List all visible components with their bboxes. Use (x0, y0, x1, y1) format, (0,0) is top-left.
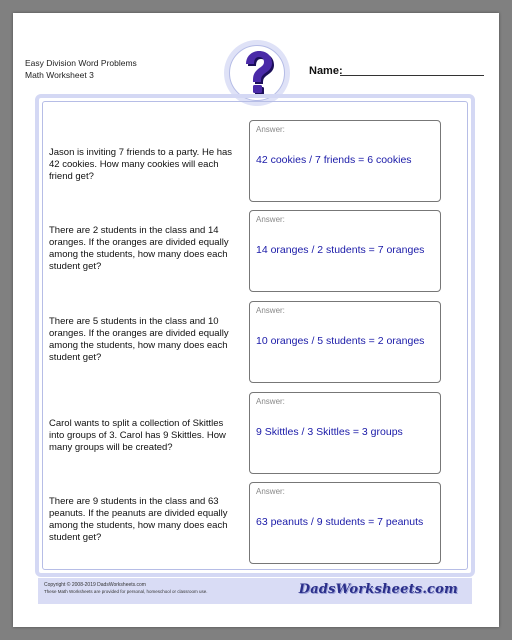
worksheet-title-line1: Easy Division Word Problems (25, 58, 137, 68)
question-3: There are 5 students in the class and 10 oranges. If the oranges are divided equally among the students, how many does each student get? (49, 316, 229, 363)
worksheet-title-line2: Math Worksheet 3 (25, 70, 94, 80)
question-1: Jason is inviting 7 friends to a party. He has 42 cookies. How many cookies will each friend get? (49, 147, 233, 182)
answer-box-2 (249, 210, 441, 292)
answer-box-1 (249, 120, 441, 202)
name-line[interactable] (340, 75, 484, 76)
footer-band (38, 578, 472, 604)
answer-box-5 (249, 482, 441, 564)
copyright-text: Copyright © 2008-2019 DadsWorksheets.com (44, 582, 146, 588)
answer-box-3 (249, 301, 441, 383)
answer-5: 63 peanuts / 9 students = 7 peanuts (256, 516, 424, 528)
worksheet-title (25, 57, 137, 81)
answer-2: 14 oranges / 2 students = 7 oranges (256, 244, 425, 256)
brand-logo: DadsWorksheets.com (298, 582, 458, 597)
answer-1: 42 cookies / 7 friends = 6 cookies (256, 154, 412, 166)
answer-label: Answer: (256, 125, 285, 134)
answer-label: Answer: (256, 306, 285, 315)
answer-label: Answer: (256, 397, 285, 406)
question-5: There are 9 students in the class and 63 peanuts. If the peanuts are divided equally among the students, how many does each student get? (49, 496, 228, 543)
answer-label: Answer: (256, 215, 285, 224)
name-label: Name: (309, 65, 343, 77)
question-mark-icon (229, 45, 285, 101)
answer-4: 9 Skittles / 3 Skittles = 3 groups (256, 426, 403, 438)
answer-box-4 (249, 392, 441, 474)
question-2: There are 2 students in the class and 14 oranges. If the oranges are divided equally among the students, how many does each student get? (49, 225, 229, 272)
usage-notice: These Math Worksheets are provided for personal, homeschool or classroom use. (44, 589, 208, 594)
answer-3: 10 oranges / 5 students = 2 oranges (256, 335, 425, 347)
answer-label: Answer: (256, 487, 285, 496)
question-4: Carol wants to split a collection of Skittles into groups of 3. Carol has 9 Skittles. How many groups will be created? (49, 418, 226, 453)
